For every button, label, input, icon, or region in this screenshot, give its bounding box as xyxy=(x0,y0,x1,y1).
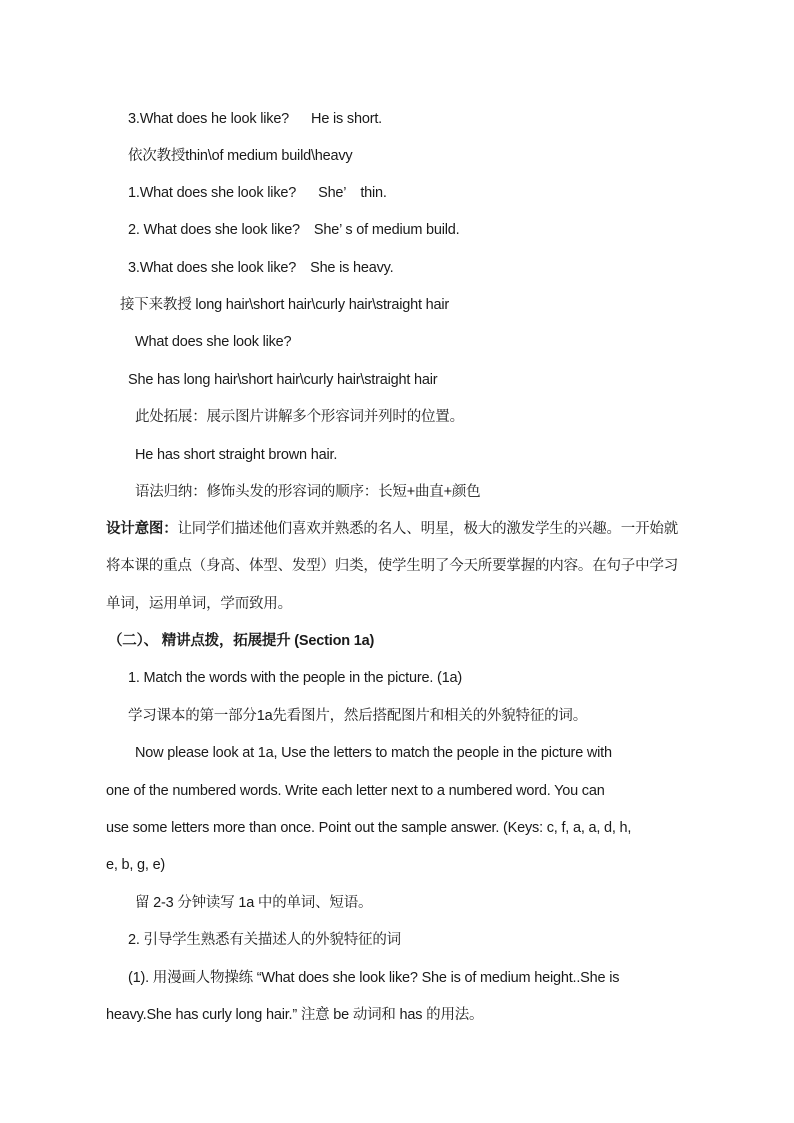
section-heading: （二）、 精讲点拨，拓展提升 (Section 1a) xyxy=(108,633,375,649)
design-intent-label: 设计意图： xyxy=(106,521,178,537)
design-intent-line xyxy=(106,520,678,538)
paragraph-line: e, b, g, e) xyxy=(106,857,166,873)
text-line xyxy=(128,221,460,239)
answer-text: She’ s of medium build. xyxy=(313,222,460,238)
text-line: 2. 引导学生熟悉有关描述人的外貌特征的词 xyxy=(128,932,401,948)
paragraph-line: Now please look at 1a, Use the letters to match the people in the picture with xyxy=(135,745,612,761)
question-text: 2. What does she look like? xyxy=(128,222,300,238)
text-line: (1). 用漫画人物操练 “What does she look like? She is of medium height..She is xyxy=(128,970,620,986)
text-line xyxy=(128,110,382,128)
text-line: 学习课本的第一部分1a先看图片，然后搭配图片和相关的外貌特征的词。 xyxy=(128,708,588,724)
text-line: 接下来教授 long hair\short hair\curly hair\straight hair xyxy=(120,297,450,313)
text-line xyxy=(128,184,387,202)
text-line: 留 2-3 分钟读写 1a 中的单词、短语。 xyxy=(135,895,373,911)
design-intent-line: 将本课的重点（身高、体型、发型）归类，使学生明了今天所要掌握的内容。在句子中学习 xyxy=(106,558,678,574)
question-text: 3.What does she look like? xyxy=(128,260,297,276)
question-text: 1.What does she look like? xyxy=(128,185,297,201)
text-line: heavy.She has curly long hair.” 注意 be 动词和 has 的用法。 xyxy=(106,1007,484,1023)
text-line: 依次教授thin\of medium build\heavy xyxy=(128,148,353,164)
text-line: She has long hair\short hair\curly hair\straight hair xyxy=(128,372,438,388)
text-line: He has short straight brown hair. xyxy=(135,447,338,463)
answer-text: thin. xyxy=(360,185,387,201)
answer-text: He is short. xyxy=(311,111,382,127)
text-line: What does she look like? xyxy=(135,334,292,350)
paragraph-line: use some letters more than once. Point out the sample answer. (Keys: c, f, a, a, d, h, xyxy=(106,820,632,836)
question-text: 3.What does he look like? xyxy=(128,111,290,127)
answer-text: She is heavy. xyxy=(310,260,394,276)
text-line: 此处拓展：展示图片讲解多个形容词并列时的位置。 xyxy=(135,409,464,425)
text-line: 1. Match the words with the people in the picture. (1a) xyxy=(128,670,462,686)
paragraph-line: one of the numbered words. Write each letter next to a numbered word. You can xyxy=(106,783,605,799)
text-line xyxy=(128,259,393,277)
design-intent-line: 单词，运用单词，学而致用。 xyxy=(106,596,292,612)
text-line: 语法归纳：修饰头发的形容词的顺序：长短+曲直+颜色 xyxy=(135,484,481,500)
answer-text: She’ xyxy=(318,185,347,201)
design-intent-text: 让同学们描述他们喜欢并熟悉的名人、明星，极大的激发学生的兴趣。一开始就 xyxy=(177,521,678,537)
